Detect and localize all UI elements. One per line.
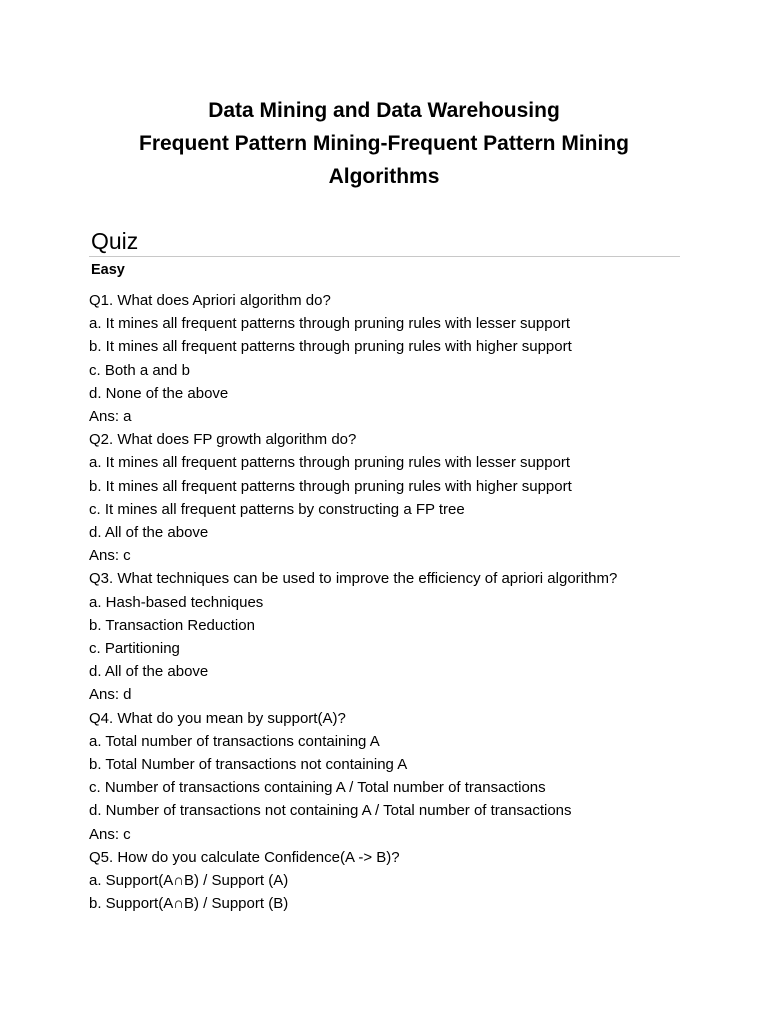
option-line: d. All of the above bbox=[89, 524, 209, 542]
option-line: a. Hash-based techniques bbox=[89, 593, 264, 611]
difficulty-label: Easy bbox=[91, 262, 125, 278]
title-line-1: Data Mining and Data Warehousing bbox=[208, 99, 560, 122]
option-line: b. It mines all frequent patterns through pruning rules with higher support bbox=[89, 477, 572, 495]
option-line: d. None of the above bbox=[89, 384, 229, 402]
option-line: d. All of the above bbox=[89, 663, 209, 681]
option-line: c. Number of transactions containing A / Total number of transactions bbox=[89, 779, 546, 797]
question-line: Q1. What does Apriori algorithm do? bbox=[89, 292, 331, 309]
option-line: d. Number of transactions not containing A / Total number of transactions bbox=[89, 802, 572, 820]
document-title bbox=[0, 94, 768, 193]
option-line: b. It mines all frequent patterns through pruning rules with higher support bbox=[89, 338, 572, 356]
option-line: a. Support(A∩B) / Support (A) bbox=[89, 872, 289, 890]
title-line-3: Algorithms bbox=[328, 165, 440, 188]
option-line: c. It mines all frequent patterns by constructing a FP tree bbox=[89, 500, 465, 518]
option-line: a. It mines all frequent patterns through pruning rules with lesser support bbox=[89, 315, 571, 333]
option-line: b. Transaction Reduction bbox=[89, 616, 255, 634]
option-line: c. Both a and b bbox=[89, 361, 190, 379]
title-line-2: Frequent Pattern Mining-Frequent Pattern Mining bbox=[139, 132, 629, 155]
answer-line: Ans: d bbox=[89, 686, 132, 704]
option-line: c. Partitioning bbox=[89, 640, 180, 658]
question-line: Q3. What techniques can be used to improve the efficiency of apriori algorithm? bbox=[89, 570, 618, 588]
option-line: b. Total Number of transactions not containing A bbox=[89, 756, 408, 774]
answer-line: Ans: c bbox=[89, 825, 131, 843]
answer-line: Ans: c bbox=[89, 547, 131, 565]
heading-divider bbox=[89, 256, 680, 257]
quiz-heading: Quiz bbox=[91, 228, 139, 254]
quiz-questions bbox=[89, 289, 729, 915]
answer-line: Ans: a bbox=[89, 408, 132, 426]
question-line: Q4. What do you mean by support(A)? bbox=[89, 709, 346, 727]
question-line: Q2. What does FP growth algorithm do? bbox=[89, 431, 357, 449]
question-line: Q5. How do you calculate Confidence(A -> B)? bbox=[89, 848, 400, 866]
option-line: a. It mines all frequent patterns through pruning rules with lesser support bbox=[89, 454, 571, 472]
option-line: b. Support(A∩B) / Support (B) bbox=[89, 895, 289, 913]
option-line: a. Total number of transactions containing A bbox=[89, 732, 380, 750]
